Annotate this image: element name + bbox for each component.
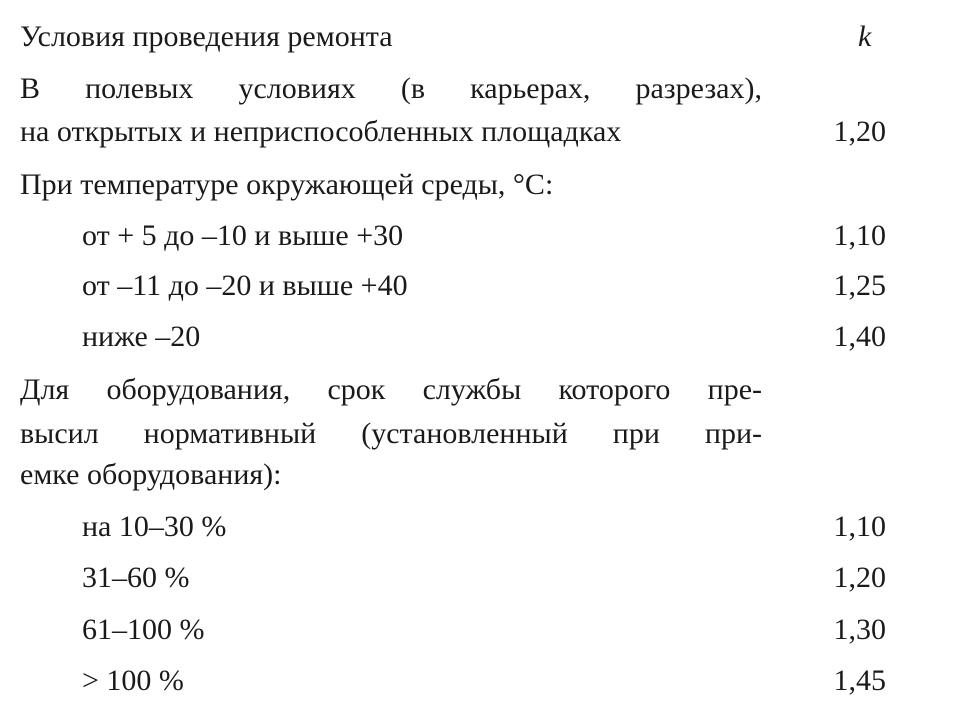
header-coefficient-label: k [858,20,872,53]
equipment-item-value: 1,30 [833,613,886,646]
equipment-item-label: > 100 % [82,664,184,697]
temperature-title: При температуре окружающей среды, °С: [20,168,554,201]
equipment-item-value: 1,10 [833,510,886,543]
temperature-item-value: 1,10 [833,219,886,252]
temperature-item-label: ниже –20 [82,320,201,353]
temperature-item-value: 1,25 [833,269,886,302]
equipment-title-text-1: Для оборудования, срок службы которого пре- [20,373,762,406]
field-conditions-value: 1,20 [833,115,886,148]
field-conditions-text-1: В полевых условиях (в карьерах, разрезах), [20,72,762,105]
temperature-item-value: 1,40 [833,320,886,353]
equipment-item-label: 61–100 % [82,613,205,646]
equipment-title-text-3: емке оборудования): [20,458,282,491]
temperature-item-label: от –11 до –20 и выше +40 [82,269,408,302]
equipment-item-value: 1,45 [833,664,886,697]
temperature-item-label: от + 5 до –10 и выше +30 [82,219,404,252]
equipment-item-label: 31–60 % [82,561,190,594]
field-conditions-text-2: на открытых и неприспособленных площадках [20,115,622,148]
equipment-item-label: на 10–30 % [82,510,227,543]
equipment-item-value: 1,20 [833,561,886,594]
header-condition-label: Условия проведения ремонта [20,20,393,53]
equipment-title-text-2: высил нормативный (установленный при при- [20,417,762,450]
